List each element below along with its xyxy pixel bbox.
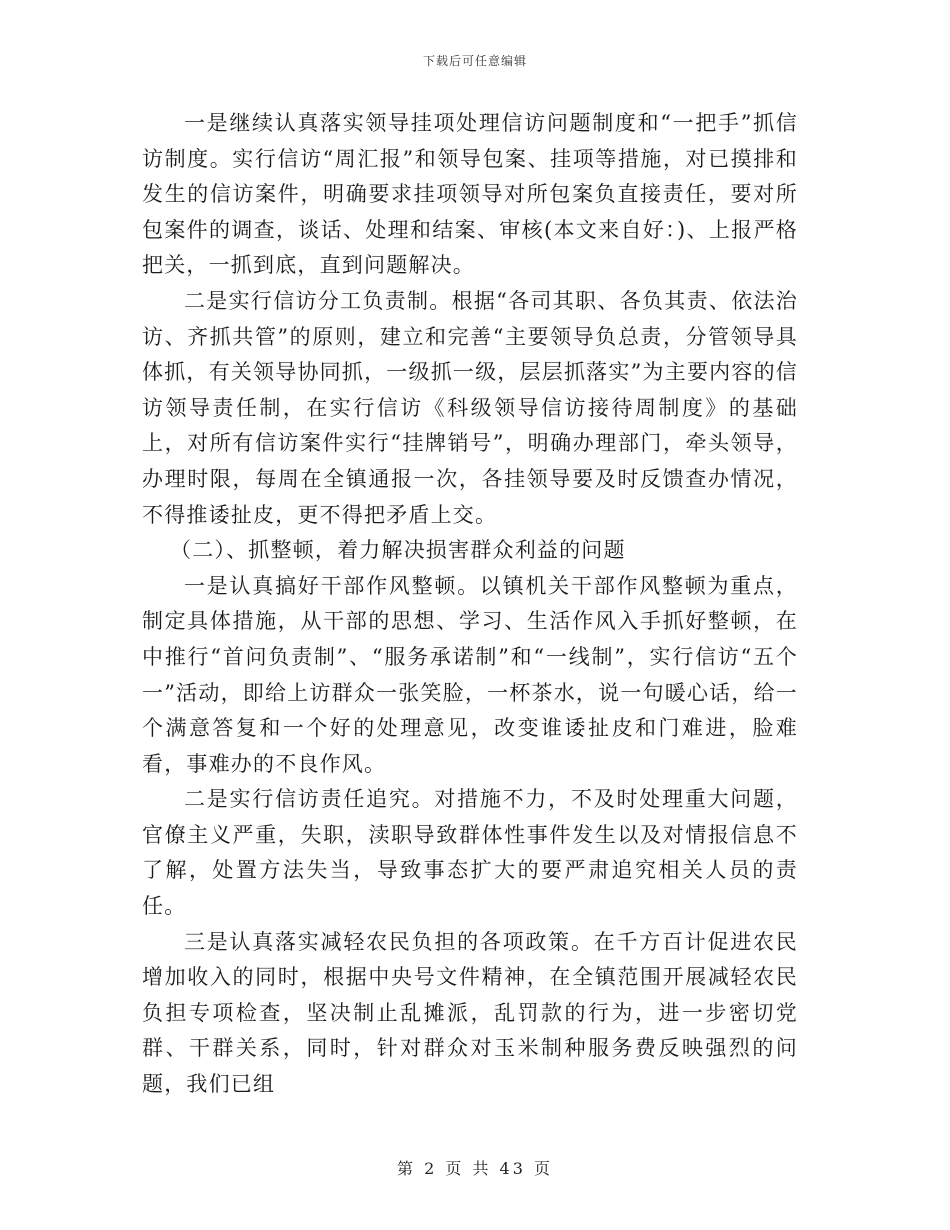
- paragraph-leadership-system: 一是继续认真落实领导挂项处理信访问题制度和“一把手”抓信访制度。实行信访“周汇报”和领导包案、挂项等措施，对已摸排和发生的信访案件，明确要求挂项领导对所包案负直接责任，要对所包案件的调查，谈话、处理和结案、审核(本文来自好：)、上报严格把关，一抓到底，直到问题解决。: [142, 111, 798, 278]
- page-number: 第 2 页 共 43 页: [397, 1159, 553, 1178]
- paragraph-accountability: 二是实行信访责任追究。对措施不力，不及时处理重大问题，官僚主义严重，失职，渎职导致群体性事件发生以及对情报信息不了解，处置方法失当，导致事态扩大的要严肃追究相关人员的责任。: [142, 787, 798, 919]
- paragraph-farmer-burden: 三是认真落实减轻农民负担的各项政策。在千方百计促进农民增加收入的同时，根据中央号文件精神，在全镇范围开展减轻农民负担专项检查，坚决制止乱摊派，乱罚款的行为，进一步密切党群、干群关系，同时，针对群众对玉米制种服务费反映强烈的问题，我们已组: [142, 929, 798, 1097]
- paragraph-division-responsibility: 二是实行信访分工负责制。根据“各司其职、各负其责、依法治访、齐抓共管”的原则，建立和完善“主要领导负总责，分管领导具体抓，有关领导协同抓，一级抓一级，层层抓落实”为主要内容的信访领导责任制，在实行信访《科级领导信访接待周制度》的基础上，对所有信访案件实行“挂牌销号”，明确办理部门，牵头领导，办理时限，每周在全镇通报一次，各挂领导要及时反馈查办情况，不得推诿扯皮，更不得把矛盾上交。: [142, 288, 798, 527]
- page-header: 下载后可任意编辑: [422, 54, 527, 68]
- document-body: [142, 106, 798, 1103]
- paragraph-cadre-rectification: 一是认真搞好干部作风整顿。以镇机关干部作风整顿为重点，制定具体措施，从干部的思想、学习、生活作风入手抓好整顿，在中推行“首问负责制”、“服务承诺制”和“一线制”，实行信访“五个一”活动，即给上访群众一张笑脸，一杯茶水，说一句暖心话，给一个满意答复和一个好的处理意见，改变谁诿扯皮和门难进，脸难看，事难办的不良作风。: [142, 573, 798, 776]
- section-heading: （二）、抓整顿，着力解决损害群众利益的问题: [170, 538, 626, 563]
